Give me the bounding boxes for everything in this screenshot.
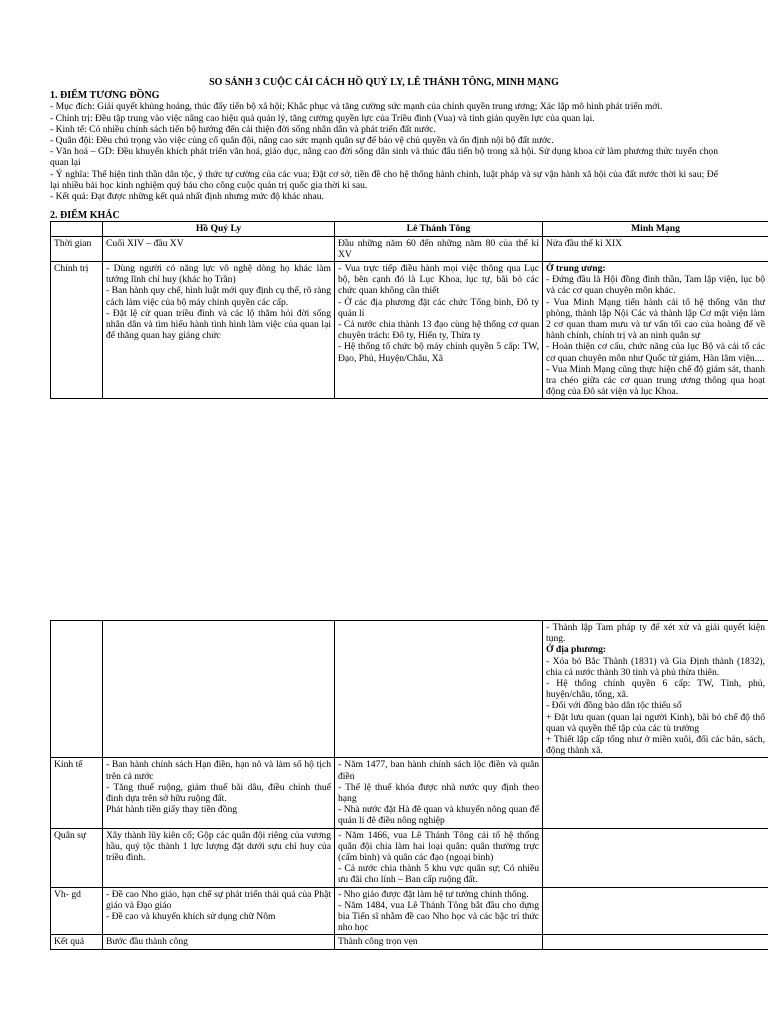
cell-line: - Năm 1466, vua Lê Thánh Tông cải tổ hệ thống quân đội chia làm hai loại quân: quân thường trực (cấm binh) và quân các đạo (ngoại binh) [338, 829, 539, 864]
table-cell [103, 621, 335, 758]
cell-line: - Năm 1484, vua Lê Thánh Tông bắt đầu cho dựng bia Tiến sĩ nhằm đề cao Nho học và các bậc trí thức nho học [338, 899, 539, 934]
table-row-military [51, 828, 768, 887]
table-cell [103, 236, 335, 261]
table-cell [51, 621, 103, 758]
header-empty [51, 222, 103, 236]
cell-line: Bước đầu thành công [106, 936, 188, 948]
cell-line: Thành công trọn vẹn [338, 936, 418, 948]
table-cell [543, 935, 768, 949]
cell-line: + Đặt lưu quan (quan lại người Kinh), bãi bỏ chế độ thổ quan và quyền thế tập của các tù trưởng [546, 711, 765, 734]
cell-line: - Đề cao và khuyến khích sử dụng chữ Nôm [106, 911, 276, 923]
table-row-result [51, 935, 768, 949]
table-cell [103, 887, 335, 935]
table-cell [103, 828, 335, 887]
table-cell [543, 621, 768, 758]
cell-line: - Xóa bỏ Bắc Thành (1831) và Gia Định thành (1832), chia cả nước thành 30 tỉnh và phủ thừa thiên. [546, 655, 765, 678]
cell-line: - Dùng người có năng lực vô nghệ dòng họ khác làm tướng lĩnh chỉ huy (khác họ Trần) [106, 263, 331, 286]
header-le-thanh-tong: Lê Thánh Tông [335, 222, 543, 236]
table-cell [335, 621, 543, 758]
cell-line: Nửa đầu thế kỉ XIX [546, 237, 623, 249]
comparison-table-bottom [50, 620, 768, 950]
cell-line: - Đề cao Nho giáo, hạn chế sự phát triển thái quá của Phật giáo và Đạo giáo [106, 888, 331, 911]
section-2-heading: 2. ĐIỂM KHÁC [50, 210, 120, 222]
table-row-economy [51, 758, 768, 828]
table-cell [335, 262, 543, 399]
comparison-table-continued [50, 620, 765, 950]
row-label: Vh- gd [51, 887, 103, 935]
table-cell [335, 758, 543, 828]
similarity-bullet: - Ý nghĩa: Thể hiện tinh thần dân tộc, ý thức tự cường của các vua; Đặt cơ sở, tiền đề cho hệ thống hành chính, luật pháp và sự vận hành xã hội của đất nước thời kì sau; Để lại nhiều bài học kinh nghiệm quý báu cho công cuộc quản trị quốc gia thời kì sau. [50, 168, 718, 191]
comparison-table-top [50, 221, 768, 399]
cell-line: - Ở các địa phương đặt các chức Tổng binh, Đô ty quản lí [338, 296, 539, 319]
table-cell [543, 758, 768, 828]
cell-line: - Đứng đầu là Hội đồng đình thần, Tam lập viện, lục bộ và các cơ quan chuyên môn khác. [546, 274, 765, 297]
row-label: Kết quả [51, 935, 103, 949]
table-header-row [51, 222, 768, 236]
cell-line: - Hoàn thiện cơ cấu, chức năng của lục Bộ và cải tổ các cơ quan chuyên môn như Quốc tử giám, Hàn lâm viện.... [546, 341, 765, 364]
cell-line: - Nhà nước đặt Hà đê quan và khuyến nông quan để quản lí đê điều nông nghiệp [338, 804, 539, 827]
cell-subheading: Ở trung ương: [546, 263, 606, 275]
row-label: Kinh tế [51, 758, 103, 828]
similarity-bullet: - Văn hoá – GD: Đều khuyến khích phát triển văn hoá, giáo dục, nâng cao đời sống dân sinh và thúc đẩu tiến bộ trong xã hội. Sử dụng khoa cử làm phương thức tuyển chọn quan lại [50, 146, 718, 169]
similarity-bullet: - Quân đội: Đều chú trọng vào việc củng cố quân đội, nâng cao sức mạnh quân sự để bảo vệ chủ quyền và ổn định nội bộ đất nước. [50, 135, 554, 147]
similarity-bullet: - Chính trị: Đều tập trung vào việc nâng cao hiệu quả quản lý, tăng cường quyền lực của Triều đình (Vua) và tinh giản quyền lực của quan lại. [50, 112, 595, 124]
table-cell [335, 828, 543, 887]
cell-subheading: Ở địa phương: [546, 644, 607, 656]
section-1-heading: 1. ĐIỂM TƯƠNG ĐỒNG [50, 90, 160, 102]
header-minh-mang: Minh Mạng [543, 222, 768, 236]
row-label: Chính trị [51, 262, 103, 399]
cell-line: - Cả nước chia thành 13 đạo cùng hệ thống cơ quan chuyên trách: Đô ty, Hiến ty, Thừa ty [338, 319, 539, 342]
similarities-list [50, 101, 718, 202]
cell-line: Đầu những năm 60 đến những năm 80 của thế kỉ XV [338, 237, 539, 260]
cell-line: - Hệ thống chính quyền 6 cấp: TW, Tỉnh, phủ, huyện/châu, tổng, xã. [546, 678, 765, 701]
cell-line: - Vua Minh Mạng tiến hành cải tổ hệ thống văn thư phòng, thành lập Nội Các và thành lập Cơ mật viện làm 2 cơ quan tham mưu và tư vấn tối cao của hoàng đế về hành chính, chính trị và an ninh quân sự [546, 296, 765, 342]
table-cell [543, 887, 768, 935]
table-cell [335, 935, 543, 949]
table-row-time [51, 236, 768, 261]
similarity-bullet: - Kết quả: Đạt được những kết quả nhất định nhưng mức độ khác nhau. [50, 191, 324, 203]
cell-line: - Thành lập Tam pháp ty để xét xử và giải quyết kiện tụng. [546, 622, 765, 645]
cell-line: + Thiết lập cấp tổng như ở miền xuôi, đổi các bản, sách, động thành xã. [546, 734, 765, 757]
document-top [50, 77, 765, 399]
row-label: Quân sự [51, 828, 103, 887]
cell-line: - Nho giáo được đặt làm hệ tư tưởng chính thống. [338, 888, 529, 900]
document-title: SO SÁNH 3 CUỘC CẢI CÁCH HỒ QUÝ LY, LÊ THÁNH TÔNG, MINH MẠNG [209, 77, 559, 88]
table-cell [543, 236, 768, 261]
table-cell [543, 828, 768, 887]
cell-line: Cuối XIV – đầu XV [106, 237, 184, 249]
table-cell [103, 758, 335, 828]
cell-line: Xây thành lũy kiên cố; Gộp các quân đội riêng của vương hầu, quý tộc thành 1 lực lượng đặt dưới sựu chỉ huy của triều đình. [106, 829, 331, 864]
similarity-bullet: - Mục đích: Giải quyết khủng hoảng, thúc đẩy tiến bộ xã hội; Khắc phục và tăng cường sức mạnh của chính quyền trung ương; Xác lập mô hình phát triển mới. [50, 101, 663, 113]
cell-line: - Hệ thống tổ chức bộ máy chính quyền 5 cấp: TW, Đạo, Phủ, Huyện/Châu, Xã [338, 341, 539, 364]
cell-line: - Thể lệ thuế khóa được nhà nước quy định theo hạng [338, 781, 539, 805]
cell-line: - Tăng thuế ruộng, giảm thuế bãi dâu, điều chỉnh thuế đinh dựa trên sở hữu ruộng đất. [106, 781, 331, 805]
cell-line: - Ban hành quy chế, hình luật mới quy định cụ thể, rõ ràng cách làm việc của bộ máy chính quyền các cấp. [106, 285, 331, 308]
row-label: Thời gian [51, 236, 103, 261]
table-cell [543, 262, 768, 399]
cell-line: Phát hành tiền giấy thay tiền đồng [106, 804, 238, 816]
similarity-bullet: - Kinh tế: Có nhiều chính sách tiến bộ hướng đến cải thiện đời sống nhân dân và phát triển đất nước. [50, 123, 436, 135]
table-row-politics-cont [51, 621, 768, 758]
header-ho-quy-ly: Hồ Quý Ly [103, 222, 335, 236]
table-cell [335, 887, 543, 935]
table-row-politics [51, 262, 768, 399]
cell-line: - Vua trực tiếp điều hành mọi việc thông qua Lục bộ, bên cạnh đó là Lục Khoa, lục tự, bãi bỏ các chức quan không cần thiết [338, 263, 539, 297]
table-cell [335, 236, 543, 261]
cell-line: - Năm 1477, ban hành chính sách lộc điền và quân điền [338, 759, 539, 782]
cell-line: - Đối với đồng bào dân tộc thiểu số [546, 700, 682, 712]
cell-line: - Đặt lệ cử quan triều đình và các lộ thăm hỏi đời sống nhân dân và tìm hiểu hành tình hình làm việc của quan lại để thăng quan hay giáng chức [106, 307, 331, 342]
cell-line: - Cả nước chia thành 5 khu vực quân sự; Có nhiều ưu đãi cho lính – Ban cấp ruộng đất. [338, 863, 539, 886]
table-cell [103, 935, 335, 949]
cell-line: - Ban hành chính sách Hạn điền, hạn nô và làm sổ hộ tịch trên cả nước [106, 759, 331, 782]
table-cell [103, 262, 335, 399]
table-row-culture-education [51, 887, 768, 935]
cell-line: - Vua Minh Mạng cũng thực hiện chế độ giám sát, thanh tra chéo giữa các cơ quan trung ương thông qua hoạt động của Đô sát viện và lục Khoa. [546, 363, 765, 398]
